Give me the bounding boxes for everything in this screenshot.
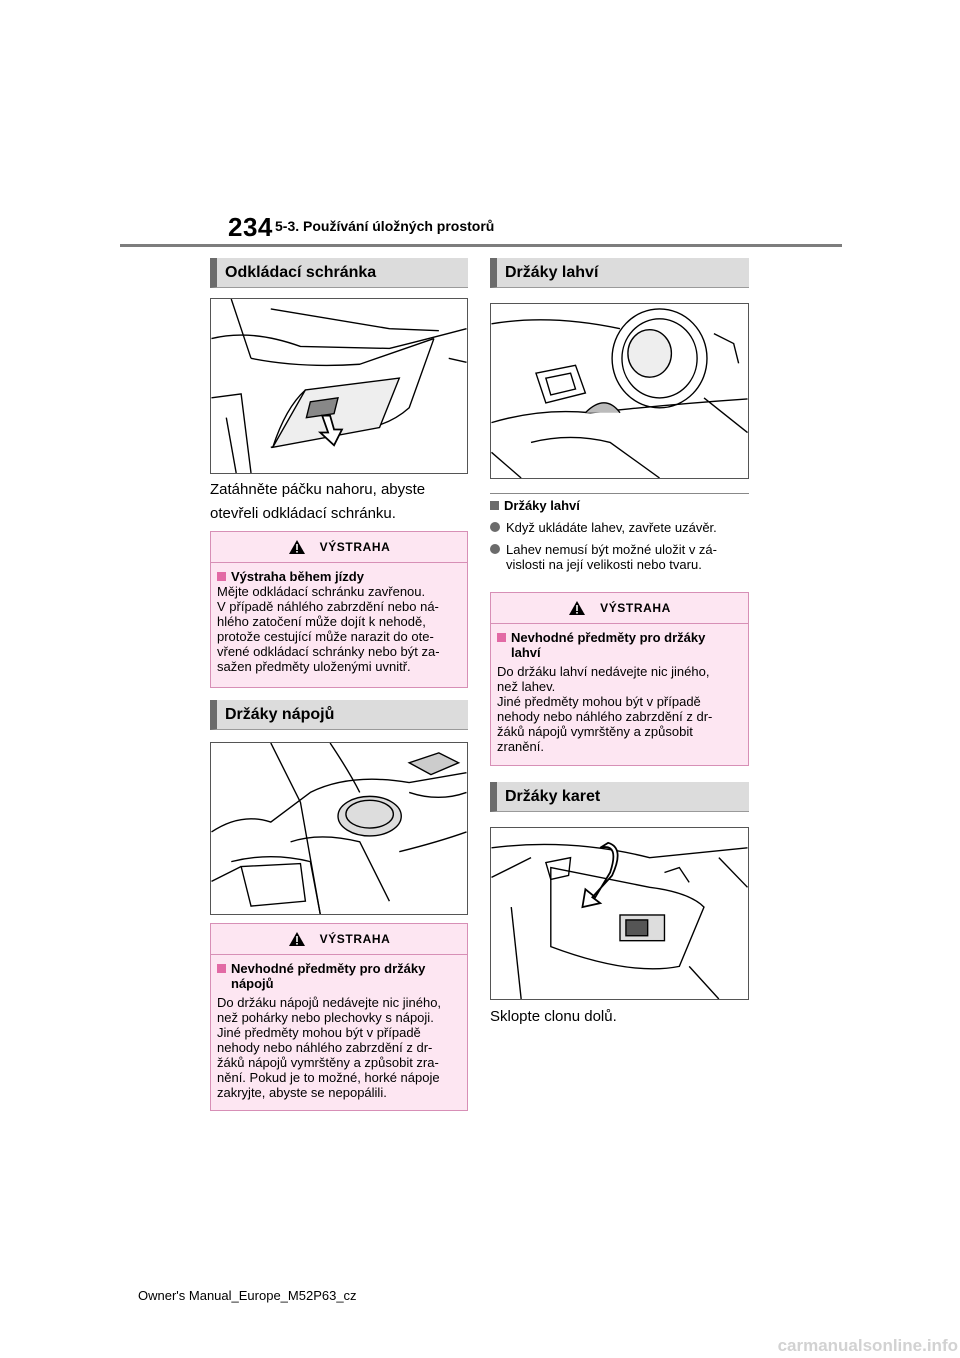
warning-text-line: než lahev. [497, 679, 556, 694]
warning-text-line: Do držáku nápojů nedávejte nic jiného, [217, 995, 442, 1010]
footer-text: Owner's Manual_Europe_M52P63_cz [138, 1288, 357, 1303]
warning-text-line: sažen předměty uloženými uvnitř. [217, 659, 411, 674]
pink-square-icon [217, 572, 226, 581]
glovebox-caption-line1: Zatáhněte páčku nahoru, abyste [210, 481, 426, 498]
header-divider [120, 244, 842, 247]
pink-square-icon [497, 633, 506, 642]
warning-text-line: Do držáku lahví nedávejte nic jiného, [497, 664, 710, 679]
warning-triangle-icon [288, 931, 306, 947]
warning-text-line: nehody nebo náhlého zabrzdění z dr- [217, 1040, 433, 1055]
warning-box-cupholders [210, 923, 468, 1111]
warning-subtitle: Výstraha během jízdy [217, 569, 462, 584]
warning-header [491, 593, 748, 624]
warning-label: VÝSTRAHA [319, 539, 391, 554]
warning-subtitle: Nevhodné předměty pro držáky nápojů [217, 961, 462, 991]
warning-text-line: zakryjte, abyste se nepopálili. [217, 1085, 387, 1100]
watermark-site: carmanualsonline.info [777, 1336, 958, 1355]
warning-text-line: než pohárky nebo plechovky s nápoji. [217, 1010, 434, 1025]
card-holder-illustration [490, 827, 749, 1000]
round-bullet-icon [490, 544, 500, 554]
bottle-bullet-1: Když ukládáte lahev, zavřete uzávěr. [490, 520, 717, 535]
section-title-glovebox: Odkládací schránka [210, 258, 468, 288]
bottle-sub-heading: Držáky lahví [490, 498, 580, 513]
square-bullet-icon [490, 501, 499, 510]
warning-text-line: zranění. [497, 739, 544, 754]
section-title-bottles: Držáky lahví [490, 258, 749, 288]
warning-text-line: žáků nápojů vymrštěny a způsobit zra- [217, 1055, 439, 1070]
warning-header [211, 532, 467, 563]
cards-caption: Sklopte clonu dolů. [490, 1008, 617, 1025]
warning-text-line: hlého zatočení může dojít k nehodě, [217, 614, 426, 629]
warning-text-line: protože cestující může narazit do ote- [217, 629, 434, 644]
warning-text-line: nehody nebo náhlého zabrzdění z dr- [497, 709, 713, 724]
warning-label: VÝSTRAHA [600, 600, 671, 615]
chapter-title: 5-3. Používání úložných prostorů [275, 218, 495, 234]
section-title-cupholders: Držáky nápojů [210, 700, 468, 730]
warning-text-line: Jiné předměty mohou být v případě [217, 1025, 421, 1040]
warning-text-line: Jiné předměty mohou být v případě [497, 694, 701, 709]
pink-square-icon [217, 964, 226, 973]
warning-text-line: V případě náhlého zabrzdění nebo ná- [217, 599, 439, 614]
warning-label: VÝSTRAHA [319, 931, 391, 946]
warning-box-bottles [490, 592, 749, 766]
warning-text-line: Mějte odkládací schránku zavřenou. [217, 584, 426, 599]
glovebox-illustration [210, 298, 468, 474]
warning-text-line: vřené odkládací schránky nebo být za- [217, 644, 440, 659]
warning-triangle-icon [568, 600, 586, 616]
glovebox-caption-line2: otevřeli odkládací schránku. [210, 505, 396, 522]
warning-header [211, 924, 467, 955]
warning-box-driving [210, 531, 468, 688]
bottle-holder-illustration [490, 303, 749, 479]
warning-triangle-icon [288, 539, 306, 555]
divider [490, 493, 749, 494]
page-number: 234 [228, 212, 273, 242]
warning-text-line: žáků nápojů vymrštěny a způsobit [497, 724, 693, 739]
warning-subtitle: Nevhodné předměty pro držáky lahví [497, 630, 743, 660]
round-bullet-icon [490, 522, 500, 532]
cupholder-illustration [210, 742, 468, 915]
section-title-cards: Držáky karet [490, 782, 749, 812]
warning-text-line: nění. Pokud je to možné, horké nápoje [217, 1070, 440, 1085]
bottle-bullet-2: Lahev nemusí být možné uložit v zá- vislosti na její velikosti nebo tvaru. [490, 542, 717, 572]
